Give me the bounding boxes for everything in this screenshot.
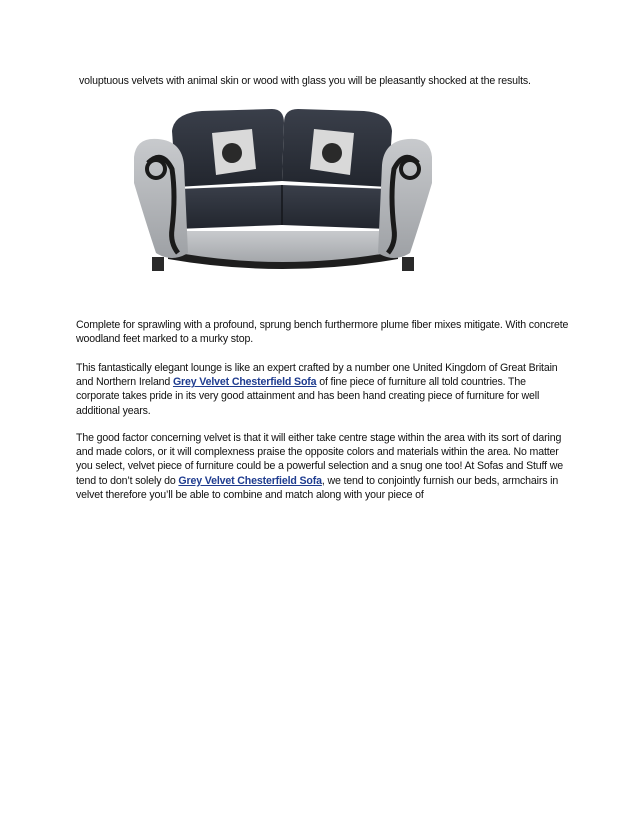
paragraph-2-text-start: This fantastically elegant lounge is like an expert crafted by a number one United Kingdom of Great Britain and Northern Ireland — [76, 362, 558, 389]
paragraph-3 — [76, 431, 570, 502]
paragraph-3-text-start: The good factor concerning velvet is that it will either take centre stage within the area with its sort of daring and made colors, or it will complexness praise the opposite colors and materials within the area. No matter you select, velvet piece of furniture could be a powerful selection and a snug one too! At Sofas and Stuff we tend to don’t solely do — [76, 432, 563, 487]
paragraph-2 — [76, 361, 570, 418]
paragraph-1: Complete for sprawling with a profound, sprung bench furthermore plume fiber mixes mitigate. With concrete woodland feet marked to a murky stop. — [76, 319, 569, 346]
grey-velvet-sofa-link[interactable]: Grey Velvet Chesterfield Sofa — [172, 376, 317, 389]
paragraph-3-text-end: , we tend to conjointly furnish our beds, armchairs in velvet therefore you’ll be able to combine and match along with your piece of — [76, 474, 559, 501]
sofa-image — [132, 103, 434, 285]
grey-velvet-sofa-link-2[interactable]: Grey Velvet Chesterfield Sofa — [178, 474, 322, 487]
paragraph-2-text-end: of fine piece of furniture all told countries. The corporate takes pride in its very good attainment and has been hand creating piece of furniture for well additional years. — [76, 376, 540, 417]
intro-paragraph: voluptuous velvets with animal skin or wood with glass you will be pleasantly shocked at the results. — [79, 75, 531, 87]
